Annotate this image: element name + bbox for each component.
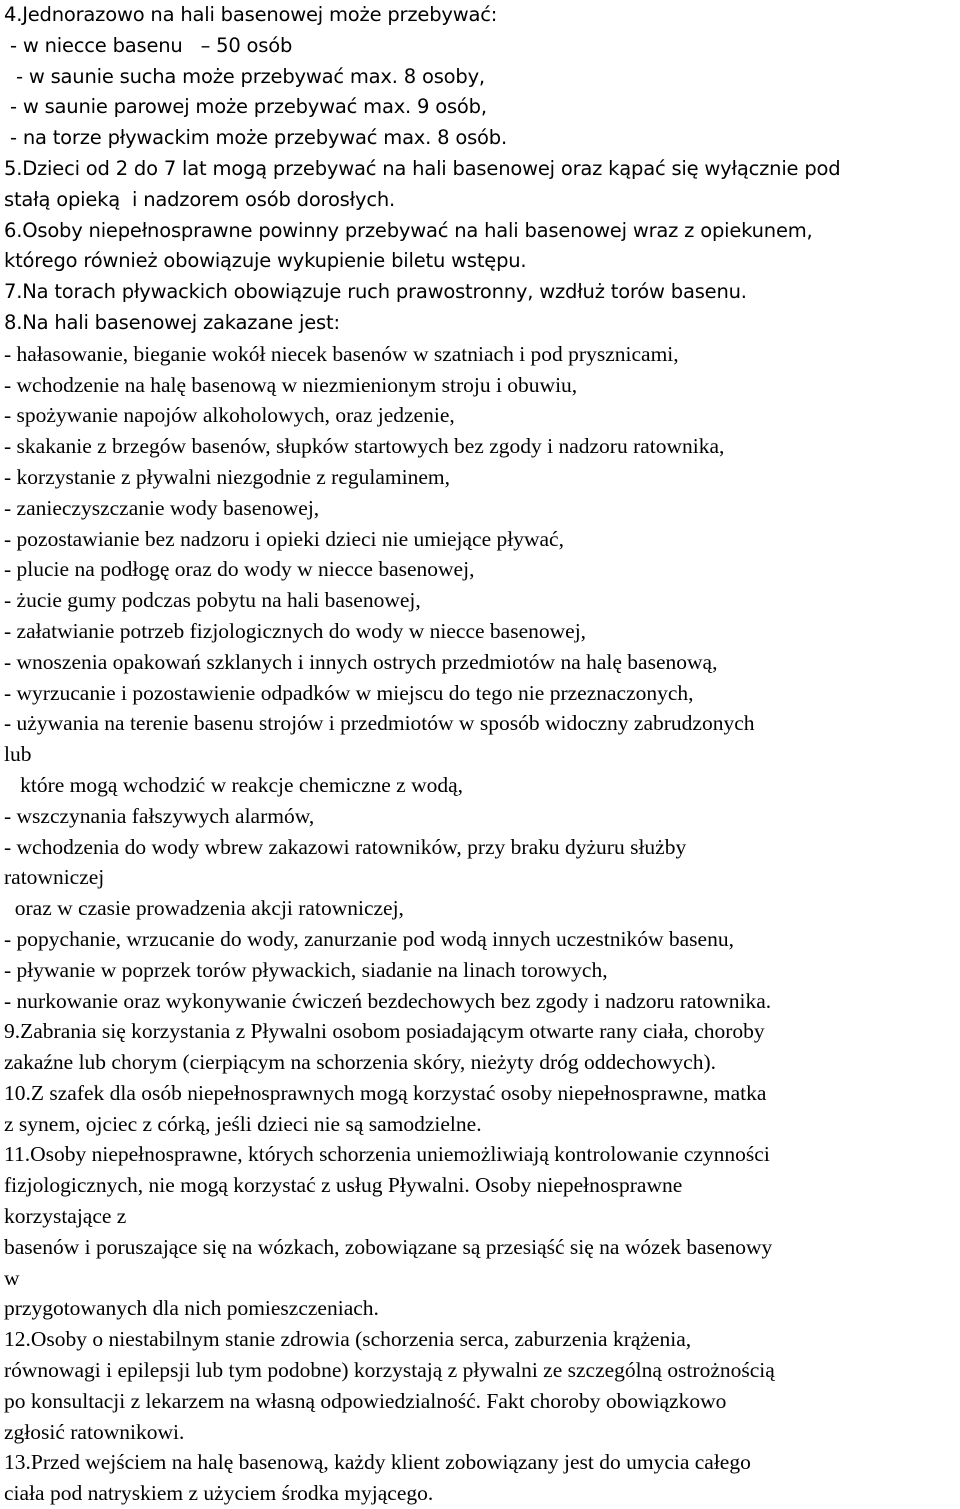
text-line: 12.Osoby o niestabilnym stanie zdrowia (schorzenia serca, zaburzenia krążenia,	[4, 1327, 692, 1352]
text-line: - załatwianie potrzeb fizjologicznych do wody w niecce basenowej,	[4, 618, 587, 643]
text-line: - w niecce basenu – 50 osób	[4, 33, 293, 57]
text-line: 6.Osoby niepełnosprawne powinny przebywać na hali basenowej wraz z opiekunem,	[4, 218, 813, 242]
text-line: - zanieczyszczanie wody basenowej,	[4, 495, 320, 520]
text-line: - popychanie, wrzucanie do wody, zanurzanie pod wodą innych uczestników basenu,	[4, 926, 734, 951]
text-line: lub	[4, 742, 32, 767]
text-line: - w saunie parowej może przebywać max. 9 osób,	[4, 95, 487, 119]
text-line: - wnoszenia opakowań szklanych i innych ostrych przedmiotów na halę basenową,	[4, 649, 718, 674]
text-line: 9.Zabrania się korzystania z Pływalni osobom posiadającym otwarte rany ciała, choroby	[4, 1019, 765, 1044]
text-line: - w saunie sucha może przebywać max. 8 osoby,	[4, 64, 485, 88]
text-line: z synem, ojciec z córką, jeśli dzieci nie są samodzielne.	[4, 1111, 482, 1136]
text-line: - wchodzenia do wody wbrew zakazowi ratowników, przy braku dyżuru służby	[4, 834, 687, 859]
text-line: - korzystanie z pływalni niezgodnie z regulaminem,	[4, 464, 450, 489]
text-line: po konsultacji z lekarzem na własną odpowiedzialność. Fakt choroby obowiązkowo	[4, 1388, 727, 1413]
text-line: ciała pod natryskiem z użyciem środka myjącego.	[4, 1481, 434, 1506]
text-line: korzystające z	[4, 1204, 127, 1229]
text-line: - pływanie w poprzek torów pływackich, siadanie na linach torowych,	[4, 957, 608, 982]
text-line: 13.Przed wejściem na halę basenową, każdy klient zobowiązany jest do umycia całego	[4, 1450, 751, 1475]
text-line: - hałasowanie, bieganie wokół niecek basenów w szatniach i pod prysznicami,	[4, 341, 679, 366]
text-line: fizjologicznych, nie mogą korzystać z usług Pływalni. Osoby niepełnosprawne	[4, 1173, 683, 1198]
text-line: - plucie na podłogę oraz do wody w niecce basenowej,	[4, 557, 475, 582]
text-line: 8.Na hali basenowej zakazane jest:	[4, 310, 340, 334]
text-line: 7.Na torach pływackich obowiązuje ruch prawostronny, wzdłuż torów basenu.	[4, 280, 747, 304]
text-line: - wchodzenie na halę basenową w niezmienionym stroju i obuwiu,	[4, 372, 578, 397]
text-line: - żucie gumy podczas pobytu na hali basenowej,	[4, 588, 421, 613]
regulations-document	[4, 0, 960, 1509]
text-line: ratowniczej	[4, 865, 105, 890]
text-line: - używania na terenie basenu strojów i przedmiotów w sposób widoczny zabrudzonych	[4, 711, 755, 736]
text-line: 5.Dzieci od 2 do 7 lat mogą przebywać na hali basenowej oraz kąpać się wyłącznie pod	[4, 156, 841, 180]
text-line: 4.Jednorazowo na hali basenowej może przebywać:	[4, 3, 498, 26]
text-line: - spożywanie napojów alkoholowych, oraz jedzenie,	[4, 403, 455, 428]
text-line: którego również obowiązuje wykupienie biletu wstępu.	[4, 249, 527, 273]
text-line: - na torze pływackim może przebywać max. 8 osób.	[4, 126, 507, 150]
text-line: - nurkowanie oraz wykonywanie ćwiczeń bezdechowych bez zgody i nadzoru ratownika.	[4, 988, 772, 1013]
text-line: 10.Z szafek dla osób niepełnosprawnych mogą korzystać osoby niepełnosprawne, matka	[4, 1080, 767, 1105]
text-line: równowagi i epilepsji lub tym podobne) korzystają z pływalni ze szczególną ostrożnością	[4, 1358, 775, 1383]
text-line: przygotowanych dla nich pomieszczeniach.	[4, 1296, 379, 1321]
text-line: które mogą wchodzić w reakcje chemiczne z wodą,	[4, 772, 464, 797]
text-line: w	[4, 1265, 20, 1290]
text-line: oraz w czasie prowadzenia akcji ratowniczej,	[4, 896, 404, 921]
text-line: stałą opieką i nadzorem osób dorosłych.	[4, 187, 395, 211]
text-line: - wszczynania fałszywych alarmów,	[4, 803, 315, 828]
text-line: zakaźne lub chorym (cierpiącym na schorzenia skóry, nieżyty dróg oddechowych).	[4, 1050, 716, 1075]
text-line: basenów i poruszające się na wózkach, zobowiązane są przesiąść się na wózek basenowy	[4, 1234, 773, 1259]
text-line: zgłosić ratownikowi.	[4, 1419, 185, 1444]
text-line: - wyrzucanie i pozostawienie odpadków w miejscu do tego nie przeznaczonych,	[4, 680, 694, 705]
text-line: - pozostawianie bez nadzoru i opieki dzieci nie umiejące pływać,	[4, 526, 564, 551]
text-line: 11.Osoby niepełnosprawne, których schorzenia uniemożliwiają kontrolowanie czynności	[4, 1142, 770, 1167]
text-line: - skakanie z brzegów basenów, słupków startowych bez zgody i nadzoru ratownika,	[4, 434, 725, 459]
